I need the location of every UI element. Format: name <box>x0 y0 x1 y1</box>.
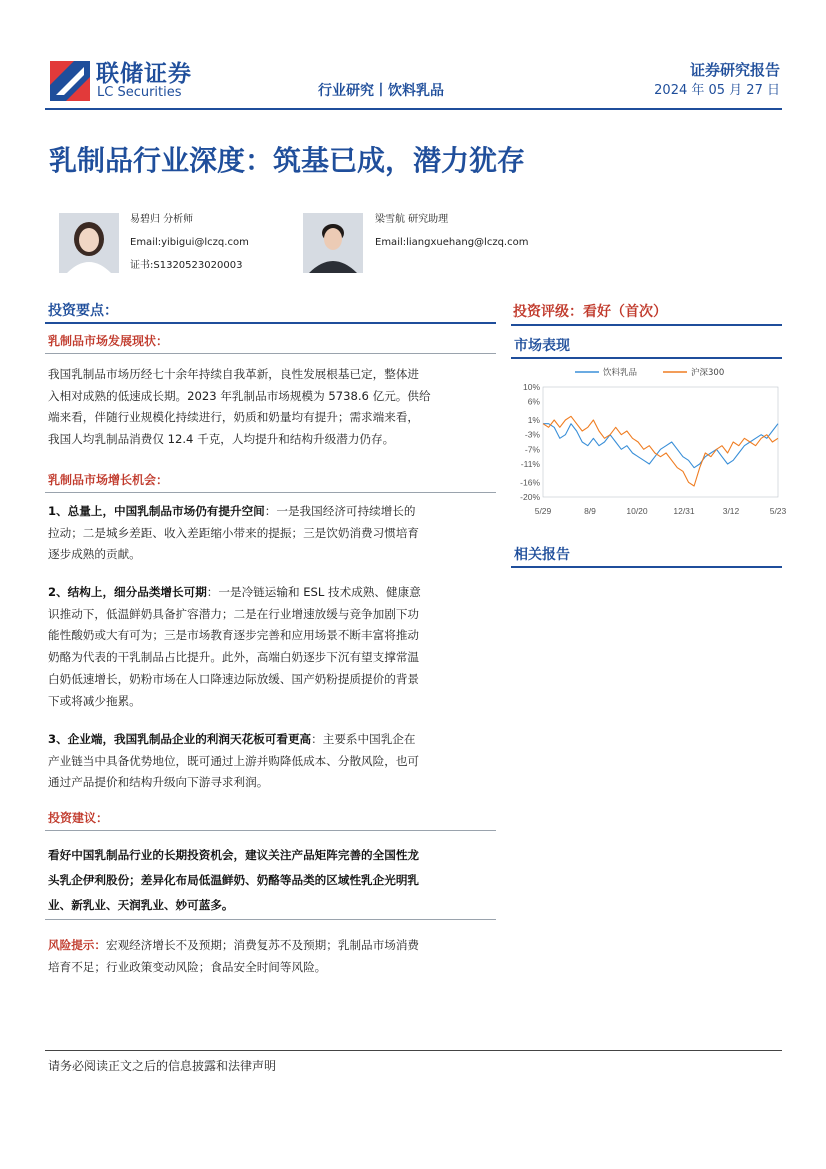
risk-label: 风险提示： <box>48 938 106 952</box>
text-line: 拉动；二是城乡差距、收入差距缩小带来的提振；三是饮奶消费习惯培育 <box>48 525 420 540</box>
growth-opportunity-heading: 乳制品市场增长机会： <box>48 473 169 487</box>
y-tick-label: -11% <box>520 459 540 469</box>
legend-label: 饮料乳品 <box>603 368 638 378</box>
text-line: 端来看，伴随行业规模化持续进行，奶质和奶量均有提升；需求端来看， <box>48 410 420 425</box>
y-tick-label: 10% <box>522 382 540 392</box>
market-divider <box>511 357 782 359</box>
market-performance-chart <box>513 363 787 523</box>
section-divider <box>45 919 496 920</box>
growth-point-3 <box>48 729 496 794</box>
point-1-title: 1、总量上，中国乳制品市场仍有提升空间 <box>48 504 265 518</box>
growth-point-2 <box>48 582 496 712</box>
related-reports-heading: 相关报告 <box>514 547 570 563</box>
analyst-name-role: 易碧归 分析师 <box>130 214 194 225</box>
assistant-photo <box>303 213 363 273</box>
key-points-heading: 投资要点： <box>48 303 118 319</box>
legend-label: 沪深300 <box>691 368 725 378</box>
analyst-email[interactable]: Email:yibigui@lczq.com <box>130 237 249 248</box>
report-type: 证券研究报告 <box>689 61 780 79</box>
series-line-1 <box>543 416 778 486</box>
analyst-certificate: 证书:S1320523020003 <box>130 260 243 271</box>
x-tick-label: 5/29 <box>534 506 552 516</box>
footer-disclaimer: 请务必阅读正文之后的信息披露和法律声明 <box>48 1059 277 1073</box>
key-points-divider <box>45 322 496 324</box>
risk-warning-paragraph <box>48 935 496 978</box>
section-divider <box>45 830 496 831</box>
y-tick-label: -7% <box>524 444 540 455</box>
market-status-heading: 乳制品市场发展现状： <box>48 334 169 348</box>
x-tick-label: 3/12 <box>722 506 740 516</box>
header-divider <box>45 108 782 110</box>
report-category: 行业研究丨饮料乳品 <box>318 83 444 99</box>
text-line: 业、新乳业、天润乳业、妙可蓝多。 <box>48 898 234 912</box>
y-tick-label: -20% <box>520 492 540 502</box>
footer-divider <box>45 1050 782 1051</box>
point-1-text: ：一是我国经济可持续增长的 <box>264 504 416 518</box>
text-line: 培育不足；行业政策变动风险；食品安全时间等风险。 <box>48 959 327 974</box>
section-divider <box>45 353 496 354</box>
y-tick-label: -16% <box>520 477 540 488</box>
logo-english-name: LC Securities <box>97 85 182 100</box>
page-title: 乳制品行业深度：筑基已成，潜力犹存 <box>49 144 526 177</box>
point-3-title: 3、企业端，我国乳制品企业的利润天花板可看更高 <box>48 732 312 746</box>
report-date: 2024 年 05 月 27 日 <box>654 83 780 98</box>
text-line: 头乳企伊利股份；差异化布局低温鲜奶、奶酪等品类的区域性乳企光明乳 <box>48 873 420 887</box>
text-line: 下或将减少拖累。 <box>48 693 141 708</box>
section-divider <box>45 492 496 493</box>
rating-divider <box>511 324 782 326</box>
point-3-text: ：主要系中国乳企在 <box>311 732 416 746</box>
x-tick-label: 12/31 <box>673 506 695 516</box>
y-tick-label: 6% <box>527 396 540 407</box>
text-line: 我国人均乳制品消费仅 12.4 千克，人均提升和结构升级潜力仍存。 <box>48 432 395 447</box>
chart-plot-frame <box>543 387 778 497</box>
investment-advice-heading: 投资建议： <box>48 811 109 825</box>
lc-logo-icon <box>50 61 90 101</box>
series-line-0 <box>543 424 778 468</box>
text-line: 入相对成熟的低速成长期。2023 年乳制品市场规模为 5738.6 亿元。供给 <box>48 388 431 403</box>
text-line: 我国乳制品市场历经七十余年持续自我革新，良性发展根基已定，整体进 <box>48 367 420 381</box>
assistant-name-role: 梁雪航 研究助理 <box>375 214 449 225</box>
point-2-title: 2、结构上，细分品类增长可期 <box>48 585 207 599</box>
investment-rating: 投资评级：看好（首次） <box>513 304 667 320</box>
text-line: 逐步成熟的贡献。 <box>48 547 141 562</box>
growth-point-1 <box>48 501 496 566</box>
text-line: 通过产品提价和结构升级向下游寻求利润。 <box>48 775 269 790</box>
market-performance-heading: 市场表现 <box>514 338 570 354</box>
related-divider <box>511 566 782 568</box>
logo-chinese-name: 联储证券 <box>96 61 192 87</box>
y-tick-label: -3% <box>524 429 540 440</box>
x-tick-label: 10/20 <box>626 506 648 516</box>
x-tick-label: 5/23 <box>769 506 787 516</box>
y-tick-label: 1% <box>527 415 540 425</box>
market-status-paragraph <box>48 364 496 451</box>
assistant-email[interactable]: Email:liangxuehang@lczq.com <box>375 237 529 248</box>
text-line: 产业链当中具备优势地位，既可通过上游并购降低成本、分散风险，也可 <box>48 753 420 768</box>
text-line: 白奶低速增长，奶粉市场在人口降速边际放缓、国产奶粉提质提价的背景 <box>48 671 420 686</box>
text-line: 能性酸奶或大有可为；三是市场教育逐步完善和应用场景不断丰富将推动 <box>48 628 420 643</box>
text-line: 看好中国乳制品行业的长期投资机会，建议关注产品矩阵完善的全国性龙 <box>48 848 420 862</box>
point-2-text: ：一是冷链运输和 ESL 技术成熟、健康意 <box>206 585 421 599</box>
text-line: 识推动下，低温鲜奶具备扩容潜力；二是在行业增速放缓与竞争加剧下功 <box>48 606 420 621</box>
risk-text: 宏观经济增长不及预期；消费复苏不及预期；乳制品市场消费 <box>105 938 420 952</box>
investment-advice-paragraph <box>48 843 496 918</box>
analyst-photo <box>59 213 119 273</box>
x-tick-label: 8/9 <box>584 506 596 516</box>
text-line: 奶酪为代表的干乳制品占比提升。此外，高端白奶逐步下沉有望支撑常温 <box>48 650 420 665</box>
